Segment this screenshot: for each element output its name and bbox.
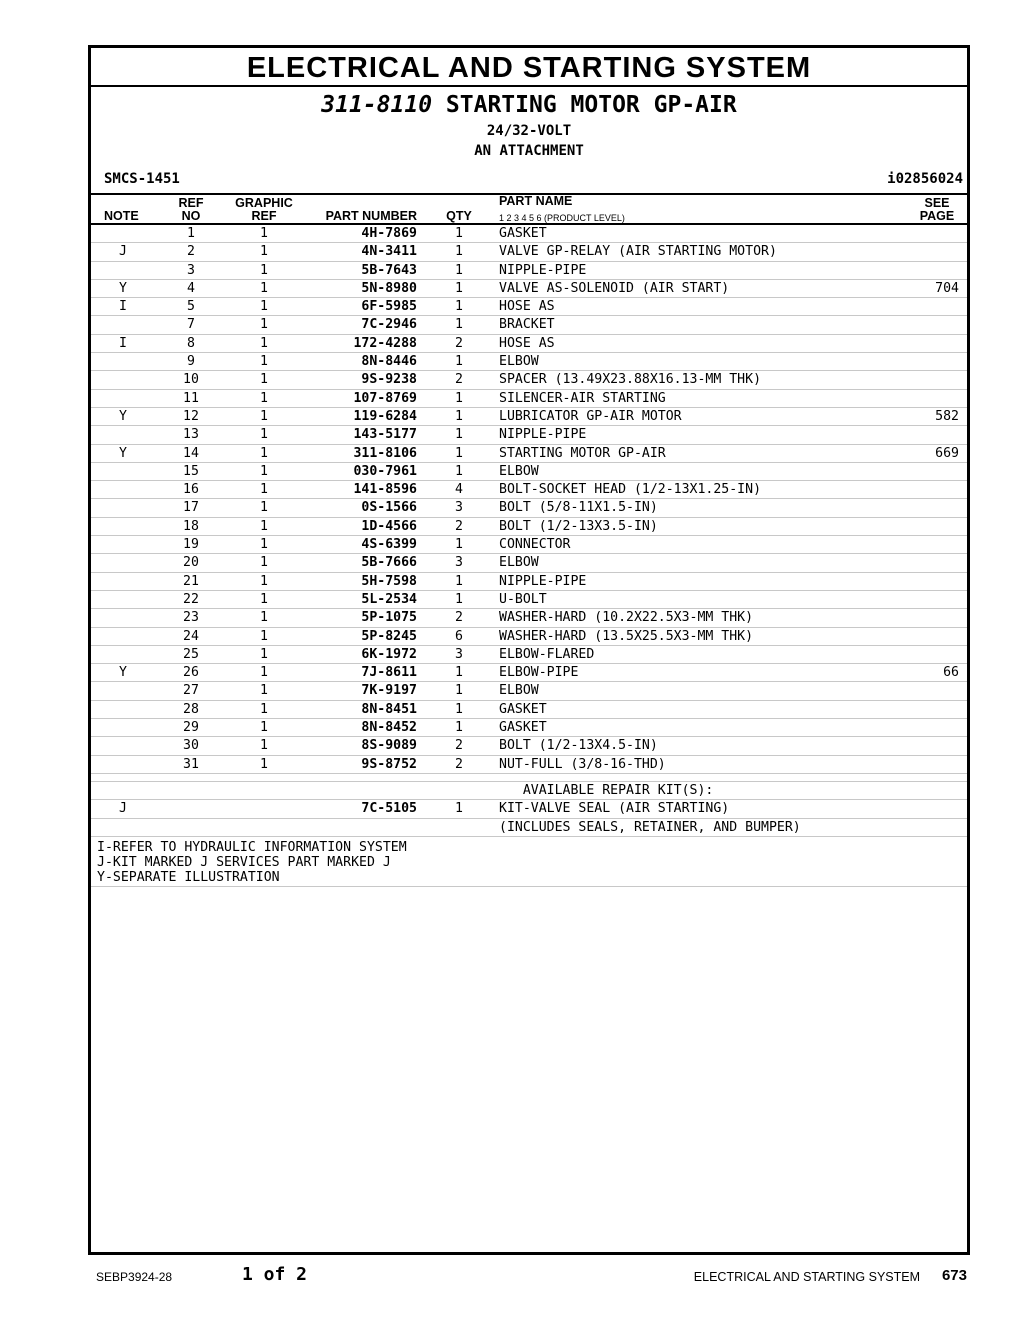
part-name-cell: VALVE AS-SOLENOID (AIR START)	[499, 280, 730, 296]
table-row	[91, 756, 967, 774]
assembly-title	[91, 92, 967, 118]
graphic-ref-cell: 1	[260, 427, 268, 443]
table-row	[91, 426, 967, 444]
part-number-cell: 172-4288	[353, 335, 417, 351]
table-row	[91, 499, 967, 517]
qty-cell: 1	[455, 573, 463, 589]
header-part-number: PART NUMBER	[325, 209, 417, 223]
ref-no-cell: 26	[183, 665, 199, 681]
note-cell: J	[119, 244, 127, 260]
qty-cell: 1	[455, 408, 463, 424]
part-name-cell: BOLT-SOCKET HEAD (1/2-13X1.25-IN)	[499, 482, 762, 498]
table-row	[91, 774, 967, 782]
ref-no-cell: 4	[187, 280, 195, 296]
ref-no-cell: 30	[183, 738, 199, 754]
qty-cell: 2	[455, 756, 463, 772]
table-row	[91, 536, 967, 554]
ref-no-cell: 18	[183, 518, 199, 534]
part-number-cell: 5H-7598	[361, 573, 417, 589]
part-number-cell: 5P-8245	[361, 628, 417, 644]
part-number-cell: 7C-5105	[361, 801, 417, 817]
see-page-cell: 669	[935, 445, 959, 461]
graphic-ref-cell: 1	[260, 756, 268, 772]
part-name-cell: WASHER-HARD (10.2X22.5X3-MM THK)	[499, 610, 754, 626]
note-cell: J	[119, 801, 127, 817]
graphic-ref-cell: 1	[260, 646, 268, 662]
part-number-cell: 7J-8611	[361, 665, 417, 681]
note-cell: Y	[119, 445, 127, 461]
part-number-cell: 119-6284	[353, 408, 417, 424]
qty-cell: 1	[455, 280, 463, 296]
qty-cell: 6	[455, 628, 463, 644]
graphic-ref-cell: 1	[260, 317, 268, 333]
table-row	[91, 280, 967, 298]
header-ref-top: REF	[178, 196, 204, 210]
qty-cell: 1	[455, 226, 463, 241]
qty-cell: 2	[455, 610, 463, 626]
ref-no-cell: 16	[183, 482, 199, 498]
part-name-cell: STARTING MOTOR GP-AIR	[499, 445, 666, 461]
note-cell: Y	[119, 280, 127, 296]
part-number-cell: 7C-2946	[361, 317, 417, 333]
qty-cell: 1	[455, 244, 463, 260]
part-name-cell: ELBOW	[499, 683, 539, 699]
part-number-cell: 6F-5985	[361, 299, 417, 315]
part-name-cell: GASKET	[499, 701, 547, 717]
part-number-cell: 141-8596	[353, 482, 417, 498]
note-cell: I	[119, 299, 127, 315]
table-row	[91, 463, 967, 481]
table-row	[91, 609, 967, 627]
ref-no-cell: 2	[187, 244, 195, 260]
part-number-cell: 5P-1075	[361, 610, 417, 626]
qty-cell: 2	[455, 738, 463, 754]
part-number-cell: 8S-9089	[361, 738, 417, 754]
qty-cell: 1	[455, 445, 463, 461]
qty-cell: 2	[455, 518, 463, 534]
part-number-cell: 6K-1972	[361, 646, 417, 662]
table-row	[91, 408, 967, 426]
qty-cell: 3	[455, 500, 463, 516]
part-number-cell: 4N-3411	[361, 244, 417, 260]
ref-no-cell: 31	[183, 756, 199, 772]
part-name-cell: ELBOW	[499, 463, 539, 479]
part-name-cell: NIPPLE-PIPE	[499, 573, 587, 589]
qty-cell: 1	[455, 390, 463, 406]
table-row	[91, 445, 967, 463]
ref-no-cell: 9	[187, 354, 195, 370]
part-number-cell: 7K-9197	[361, 683, 417, 699]
assembly-name: STARTING MOTOR GP-AIR	[445, 92, 737, 118]
table-row	[91, 737, 967, 755]
part-number-cell: 8N-8451	[361, 701, 417, 717]
header-part-name: PART NAME	[499, 194, 573, 208]
qty-cell: 1	[455, 262, 463, 278]
table-row	[91, 664, 967, 682]
part-name-cell: BRACKET	[499, 317, 555, 333]
qty-cell: 1	[455, 591, 463, 607]
table-row	[91, 243, 967, 261]
page-frame	[88, 45, 970, 1255]
section-title: ELECTRICAL AND STARTING SYSTEM	[91, 48, 967, 87]
table-row	[91, 719, 967, 737]
see-page-cell: 66	[943, 665, 959, 681]
part-name-cell: LUBRICATOR GP-AIR MOTOR	[499, 408, 682, 424]
ref-no-cell: 19	[183, 537, 199, 553]
document-id: i02856024	[887, 171, 963, 187]
part-number-cell: 5L-2534	[361, 591, 417, 607]
footer-publication-code: SEBP3924-28	[96, 1270, 173, 1284]
part-name-cell: GASKET	[499, 226, 547, 241]
header-qty: QTY	[446, 209, 472, 223]
qty-cell: 1	[455, 683, 463, 699]
ref-no-cell: 12	[183, 408, 199, 424]
part-number-cell: 030-7961	[353, 463, 417, 479]
graphic-ref-cell: 1	[260, 226, 268, 241]
note-line: J-KIT MARKED J SERVICES PART MARKED J	[97, 855, 391, 870]
graphic-ref-cell: 1	[260, 463, 268, 479]
ref-no-cell: 20	[183, 555, 199, 571]
ref-no-cell: 14	[183, 445, 199, 461]
see-page-cell: 704	[935, 280, 959, 296]
graphic-ref-cell: 1	[260, 244, 268, 260]
part-name-cell: BOLT (1/2-13X3.5-IN)	[499, 518, 658, 534]
table-row	[91, 262, 967, 280]
ref-no-cell: 24	[183, 628, 199, 644]
qty-cell: 1	[455, 701, 463, 717]
part-number-cell: 5N-8980	[361, 280, 417, 296]
header-product-level: 1 2 3 4 5 6 (PRODUCT LEVEL)	[499, 213, 625, 223]
table-row	[91, 682, 967, 700]
qty-cell: 1	[455, 299, 463, 315]
qty-cell: 2	[455, 335, 463, 351]
note-cell: Y	[119, 665, 127, 681]
footer-section-name: ELECTRICAL AND STARTING SYSTEM	[693, 1270, 920, 1284]
qty-cell: 1	[455, 463, 463, 479]
note-line: Y-SEPARATE ILLUSTRATION	[97, 870, 280, 885]
voltage-subtitle: 24/32-VOLT	[486, 123, 572, 139]
table-row	[91, 800, 967, 818]
table-row	[91, 335, 967, 353]
table-row	[91, 573, 967, 591]
table-row	[91, 628, 967, 646]
notes-legend	[91, 840, 967, 887]
part-name-cell: NUT-FULL (3/8-16-THD)	[499, 756, 666, 772]
graphic-ref-cell: 1	[260, 354, 268, 370]
part-name-cell: NIPPLE-PIPE	[499, 427, 587, 443]
part-name-cell: ELBOW-FLARED	[499, 646, 595, 662]
smcs-code: SMCS-1451	[104, 171, 180, 187]
graphic-ref-cell: 1	[260, 591, 268, 607]
ref-no-cell: 1	[187, 226, 195, 241]
note-cell: Y	[119, 408, 127, 424]
table-row	[91, 819, 967, 837]
ref-no-cell: 28	[183, 701, 199, 717]
part-name-cell: HOSE AS	[499, 299, 555, 315]
part-number-cell: 5B-7666	[361, 555, 417, 571]
table-row	[91, 298, 967, 316]
ref-no-cell: 29	[183, 720, 199, 736]
part-name-cell: CONNECTOR	[499, 537, 571, 553]
header-see-bottom: PAGE	[919, 209, 955, 223]
part-name-cell: U-BOLT	[499, 591, 547, 607]
part-number-cell: 0S-1566	[361, 500, 417, 516]
part-name-cell: KIT-VALVE SEAL (AIR STARTING)	[499, 801, 730, 817]
graphic-ref-cell: 1	[260, 610, 268, 626]
header-graphic-bottom: REF	[251, 209, 277, 223]
ref-no-cell: 3	[187, 262, 195, 278]
part-number-cell: 8N-8452	[361, 720, 417, 736]
ref-no-cell: 27	[183, 683, 199, 699]
table-row	[91, 316, 967, 334]
ref-no-cell: 7	[187, 317, 195, 333]
part-name-cell: BOLT (5/8-11X1.5-IN)	[499, 500, 658, 516]
graphic-ref-cell: 1	[260, 262, 268, 278]
part-name-cell: ELBOW	[499, 555, 539, 571]
footer-page-of: 1 of 2	[242, 1264, 308, 1285]
part-number-cell: 5B-7643	[361, 262, 417, 278]
qty-cell: 1	[455, 720, 463, 736]
graphic-ref-cell: 1	[260, 280, 268, 296]
graphic-ref-cell: 1	[260, 573, 268, 589]
part-name-cell: (INCLUDES SEALS, RETAINER, AND BUMPER)	[499, 819, 801, 835]
qty-cell: 1	[455, 537, 463, 553]
part-name-cell: ELBOW	[499, 354, 539, 370]
table-row	[91, 371, 967, 389]
footer-page-number: 673	[941, 1267, 967, 1284]
ref-no-cell: 23	[183, 610, 199, 626]
header-note: NOTE	[104, 209, 139, 223]
qty-cell: 1	[455, 317, 463, 333]
part-number-cell: 107-8769	[353, 390, 417, 406]
graphic-ref-cell: 1	[260, 335, 268, 351]
table-row	[91, 225, 967, 243]
part-number-cell: 9S-8752	[361, 756, 417, 772]
note-cell: I	[119, 335, 127, 351]
graphic-ref-cell: 1	[260, 372, 268, 388]
part-name-cell: BOLT (1/2-13X4.5-IN)	[499, 738, 658, 754]
part-number-cell: 1D-4566	[361, 518, 417, 534]
qty-cell: 2	[455, 372, 463, 388]
table-row	[91, 481, 967, 499]
note-line: I-REFER TO HYDRAULIC INFORMATION SYSTEM	[97, 840, 407, 855]
assembly-number: 311-8110	[321, 92, 433, 118]
table-row	[91, 701, 967, 719]
header-graphic-top: GRAPHIC	[235, 196, 293, 210]
parts-table-body	[91, 225, 967, 837]
graphic-ref-cell: 1	[260, 518, 268, 534]
ref-no-cell: 11	[183, 390, 199, 406]
part-name-cell: HOSE AS	[499, 335, 555, 351]
part-number-cell: 8N-8446	[361, 354, 417, 370]
qty-cell: 4	[455, 482, 463, 498]
ref-no-cell: 17	[183, 500, 199, 516]
qty-cell: 1	[455, 354, 463, 370]
ref-no-cell: 8	[187, 335, 195, 351]
ref-no-cell: 13	[183, 427, 199, 443]
graphic-ref-cell: 1	[260, 738, 268, 754]
table-row	[91, 390, 967, 408]
part-number-cell: 4H-7869	[361, 226, 417, 241]
qty-cell: 3	[455, 646, 463, 662]
graphic-ref-cell: 1	[260, 701, 268, 717]
part-number-cell: 4S-6399	[361, 537, 417, 553]
graphic-ref-cell: 1	[260, 665, 268, 681]
attachment-subtitle: AN ATTACHMENT	[474, 143, 584, 159]
graphic-ref-cell: 1	[260, 500, 268, 516]
part-name-cell: ELBOW-PIPE	[499, 665, 579, 681]
graphic-ref-cell: 1	[260, 390, 268, 406]
part-name-cell: NIPPLE-PIPE	[499, 262, 587, 278]
part-number-cell: 311-8106	[353, 445, 417, 461]
header-ref-bottom: NO	[181, 209, 201, 223]
graphic-ref-cell: 1	[260, 628, 268, 644]
ref-no-cell: 21	[183, 573, 199, 589]
graphic-ref-cell: 1	[260, 683, 268, 699]
qty-cell: 1	[455, 801, 463, 817]
graphic-ref-cell: 1	[260, 720, 268, 736]
header-see-top: SEE	[924, 196, 950, 210]
table-row	[91, 518, 967, 536]
table-row	[91, 782, 967, 800]
part-name-cell: GASKET	[499, 720, 547, 736]
see-page-cell: 582	[935, 408, 959, 424]
graphic-ref-cell: 1	[260, 555, 268, 571]
graphic-ref-cell: 1	[260, 482, 268, 498]
part-number-cell: 9S-9238	[361, 372, 417, 388]
ref-no-cell: 15	[183, 463, 199, 479]
table-header	[91, 193, 967, 225]
ref-no-cell: 25	[183, 646, 199, 662]
table-row	[91, 646, 967, 664]
ref-no-cell: 22	[183, 591, 199, 607]
part-name-cell: AVAILABLE REPAIR KIT(S):	[499, 782, 714, 798]
part-name-cell: SILENCER-AIR STARTING	[499, 390, 666, 406]
part-name-cell: WASHER-HARD (13.5X25.5X3-MM THK)	[499, 628, 754, 644]
ref-no-cell: 10	[183, 372, 199, 388]
part-name-cell: SPACER (13.49X23.88X16.13-MM THK)	[499, 372, 762, 388]
qty-cell: 1	[455, 665, 463, 681]
qty-cell: 3	[455, 555, 463, 571]
graphic-ref-cell: 1	[260, 445, 268, 461]
part-name-cell: VALVE GP-RELAY (AIR STARTING MOTOR)	[499, 244, 777, 260]
part-number-cell: 143-5177	[353, 427, 417, 443]
table-row	[91, 591, 967, 609]
table-row	[91, 353, 967, 371]
qty-cell: 1	[455, 427, 463, 443]
graphic-ref-cell: 1	[260, 537, 268, 553]
table-row	[91, 554, 967, 572]
graphic-ref-cell: 1	[260, 408, 268, 424]
graphic-ref-cell: 1	[260, 299, 268, 315]
ref-no-cell: 5	[187, 299, 195, 315]
